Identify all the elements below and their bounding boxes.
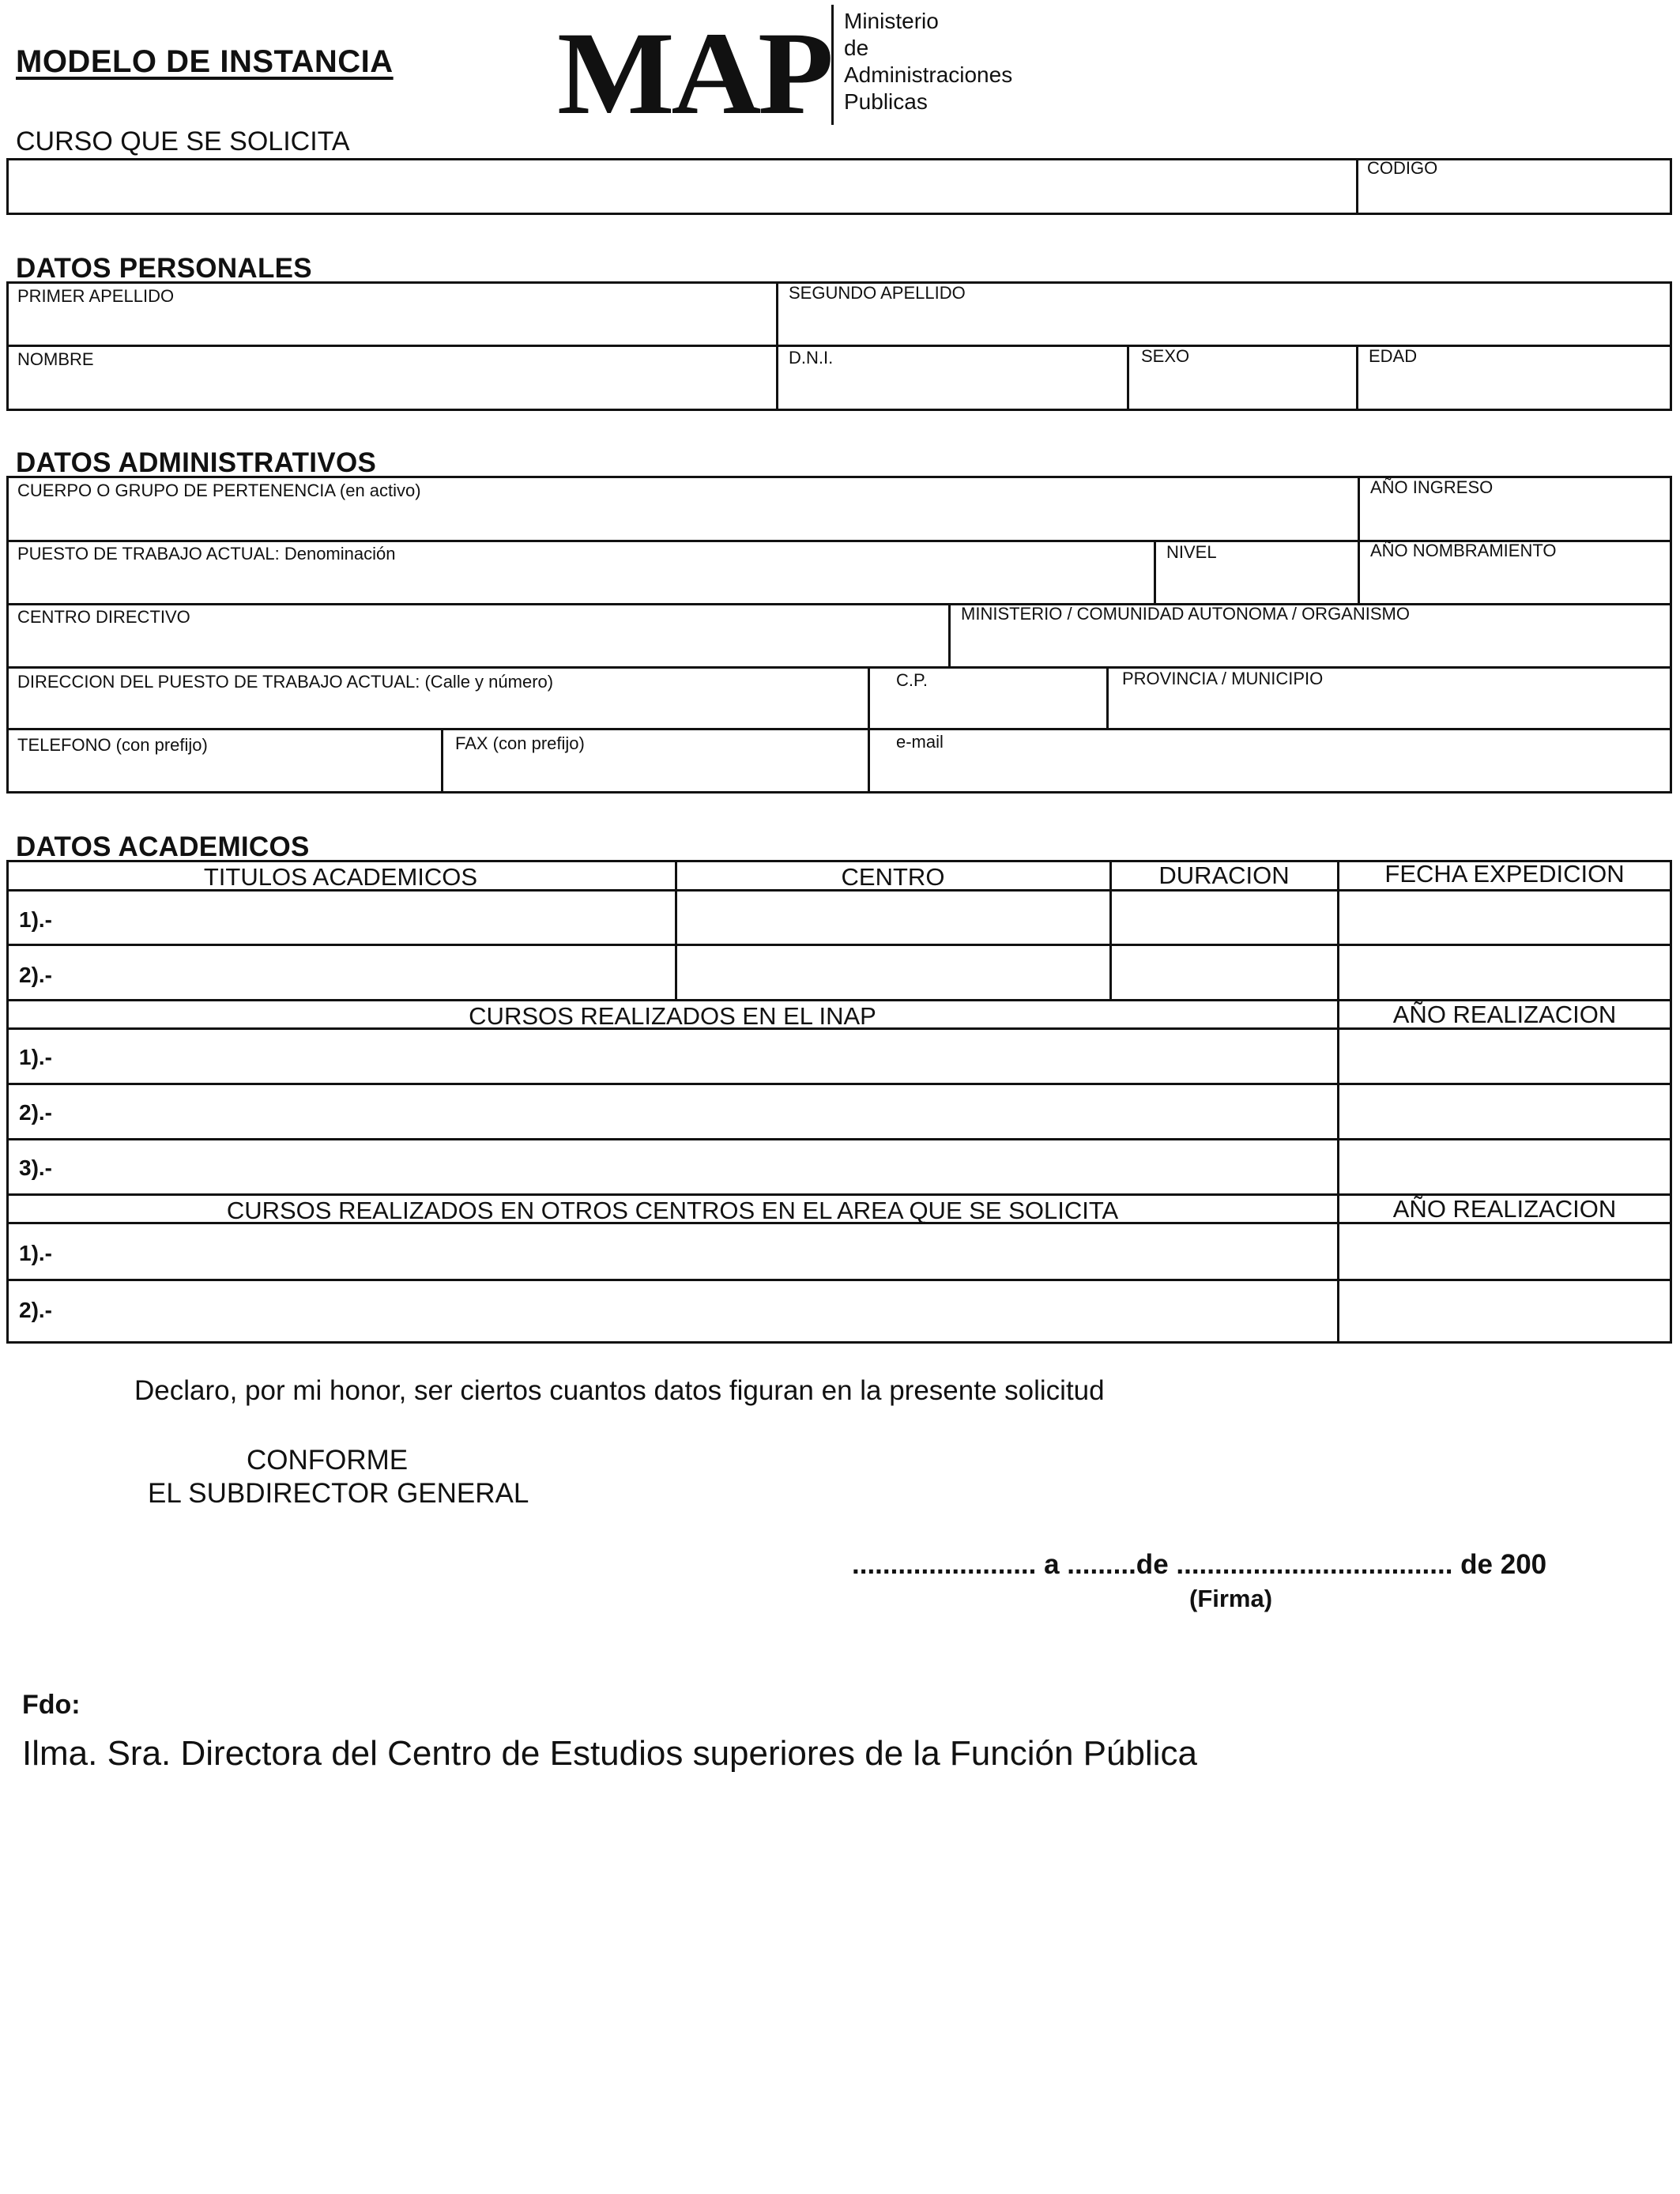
edad-input[interactable] (1364, 371, 1667, 408)
datos-personales-heading: DATOS PERSONALES (16, 253, 312, 284)
nivel-input[interactable] (1162, 566, 1356, 601)
personales-col-divider-3 (1356, 346, 1358, 411)
inap-row-3-label: 3).- (19, 1155, 52, 1180)
firma-label: (Firma) (1189, 1585, 1273, 1612)
fdo-label: Fdo: (22, 1690, 81, 1720)
acad-rule-2 (6, 944, 1672, 946)
centro-2-input[interactable] (683, 950, 1108, 996)
otros-row-1-label: 1).- (19, 1241, 52, 1265)
centro-directivo-input[interactable] (13, 629, 945, 664)
titulo-row-1-label: 1).- (19, 907, 52, 932)
ministerio-label: MINISTERIO / COMUNIDAD AUTONOMA / ORGANISMO (961, 604, 1410, 624)
admin-col-divider-6 (441, 729, 443, 794)
datos-academicos-heading: DATOS ACADEMICOS (16, 831, 310, 862)
duracion-1-input[interactable] (1117, 895, 1335, 941)
logo-divider (831, 5, 834, 125)
sexo-label: SEXO (1141, 346, 1190, 366)
cuerpo-label: CUERPO O GRUPO DE PERTENENCIA (en activo) (17, 481, 421, 500)
inap-header: CURSOS REALIZADOS EN EL INAP (469, 1002, 876, 1030)
centro-directivo-label: CENTRO DIRECTIVO (17, 607, 190, 627)
titulo-row-2-label: 2).- (19, 963, 52, 987)
provincia-input[interactable] (1114, 694, 1669, 727)
admin-row-divider-3 (6, 666, 1672, 669)
inap-1-year-input[interactable] (1345, 1034, 1669, 1080)
date-line: ........................ a .........de .................................... de 200 (852, 1549, 1547, 1580)
ministerio-input[interactable] (956, 629, 1669, 664)
curso-input[interactable] (13, 163, 1351, 212)
datos-administrativos-heading: DATOS ADMINISTRATIVOS (16, 447, 377, 478)
cuerpo-input[interactable] (13, 503, 1354, 537)
primer-apellido-input[interactable] (13, 308, 774, 343)
segundo-apellido-input[interactable] (784, 308, 1669, 343)
anio-ingreso-input[interactable] (1365, 503, 1669, 537)
email-input[interactable] (876, 757, 1669, 790)
acad-col-fecha (1337, 860, 1339, 1344)
nivel-label: NIVEL (1166, 542, 1217, 562)
otros-header: CURSOS REALIZADOS EN OTROS CENTROS EN EL AREA QUE SE SOLICITA (226, 1197, 1119, 1224)
duracion-2-input[interactable] (1117, 950, 1335, 996)
otros-1-input[interactable] (71, 1228, 1335, 1276)
cp-input[interactable] (876, 694, 1105, 727)
fecha-expedicion-1-input[interactable] (1345, 895, 1669, 941)
ministry-name (844, 8, 1012, 115)
col-centro: CENTRO (841, 863, 945, 891)
declaration-text: Declaro, por mi honor, ser ciertos cuantos datos figuran en la presente solicitud (134, 1375, 1105, 1406)
inap-2-input[interactable] (71, 1089, 1335, 1135)
sexo-input[interactable] (1135, 371, 1354, 408)
segundo-apellido-label: SEGUNDO APELLIDO (789, 283, 966, 303)
anio-nombramiento-label: AÑO NOMBRAMIENTO (1370, 541, 1557, 560)
ministry-line-4: Publicas (844, 89, 928, 114)
admin-row-divider-2 (6, 603, 1672, 605)
fax-label: FAX (con prefijo) (455, 733, 585, 753)
otros-2-input[interactable] (71, 1285, 1335, 1339)
otros-1-year-input[interactable] (1345, 1228, 1669, 1276)
curso-label: CURSO QUE SE SOLICITA (16, 126, 350, 156)
inap-3-year-input[interactable] (1345, 1144, 1669, 1190)
admin-col-divider-1 (1358, 476, 1360, 605)
admin-col-divider-3 (948, 605, 951, 668)
acad-rule-9 (6, 1279, 1672, 1281)
col-titulos: TITULOS ACADEMICOS (203, 863, 478, 891)
subdirector-text: EL SUBDIRECTOR GENERAL (148, 1478, 529, 1509)
puesto-input[interactable] (13, 566, 1151, 601)
titulo-2-input[interactable] (71, 950, 672, 996)
otros-year-header: AÑO REALIZACION (1392, 1195, 1617, 1223)
acad-rule-5 (6, 1083, 1672, 1085)
col-fecha-expedicion: FECHA EXPEDICION (1384, 860, 1625, 888)
dni-input[interactable] (784, 371, 1125, 408)
ministry-line-3: Administraciones (844, 62, 1013, 87)
personales-row-divider (6, 345, 1672, 347)
col-duracion: DURACION (1158, 861, 1290, 889)
inap-3-input[interactable] (71, 1144, 1335, 1190)
provincia-label: PROVINCIA / MUNICIPIO (1122, 669, 1324, 688)
puesto-label: PUESTO DE TRABAJO ACTUAL: Denominación (17, 544, 396, 564)
page-title: MODELO DE INSTANCIA (16, 44, 394, 79)
personales-col-divider-1 (776, 281, 778, 411)
telefono-label: TELEFONO (con prefijo) (17, 735, 208, 755)
fax-input[interactable] (449, 757, 866, 790)
nombre-label: NOMBRE (17, 349, 94, 369)
primer-apellido-label: PRIMER APELLIDO (17, 286, 175, 306)
dni-label: D.N.I. (789, 348, 834, 368)
otros-2-year-input[interactable] (1345, 1285, 1669, 1339)
conforme-text: CONFORME (247, 1445, 409, 1476)
telefono-input[interactable] (13, 757, 439, 790)
codigo-input[interactable] (1364, 180, 1667, 212)
centro-1-input[interactable] (683, 895, 1108, 941)
direccion-label: DIRECCION DEL PUESTO DE TRABAJO ACTUAL: (Calle y número) (17, 672, 554, 692)
codigo-label: CODIGO (1367, 158, 1438, 178)
inap-year-header: AÑO REALIZACION (1392, 1001, 1617, 1028)
map-logo: MAP (557, 8, 831, 139)
admin-row-divider-4 (6, 728, 1672, 730)
admin-col-divider-5 (1106, 668, 1109, 729)
cp-label: C.P. (896, 670, 928, 690)
inap-row-1-label: 1).- (19, 1045, 52, 1069)
anio-ingreso-label: AÑO INGRESO (1370, 477, 1494, 497)
inap-row-2-label: 2).- (19, 1100, 52, 1125)
personales-col-divider-2 (1127, 346, 1129, 411)
curso-divider (1356, 158, 1358, 215)
titulo-1-input[interactable] (71, 895, 672, 941)
email-label: e-mail (896, 732, 944, 752)
ministry-line-1: Ministerio (844, 9, 939, 33)
inap-2-year-input[interactable] (1345, 1089, 1669, 1135)
otros-row-2-label: 2).- (19, 1298, 52, 1322)
fecha-expedicion-2-input[interactable] (1345, 950, 1669, 996)
edad-label: EDAD (1369, 346, 1418, 366)
nombre-input[interactable] (13, 371, 774, 408)
anio-nombramiento-input[interactable] (1365, 566, 1669, 601)
acad-rule-6 (6, 1138, 1672, 1140)
addressee-text: Ilma. Sra. Directora del Centro de Estudios superiores de la Función Pública (22, 1734, 1197, 1773)
admin-col-divider-4 (868, 668, 870, 794)
admin-col-divider-2 (1154, 541, 1156, 605)
inap-1-input[interactable] (71, 1034, 1335, 1080)
direccion-input[interactable] (13, 694, 866, 727)
ministry-line-2: de (844, 36, 869, 60)
